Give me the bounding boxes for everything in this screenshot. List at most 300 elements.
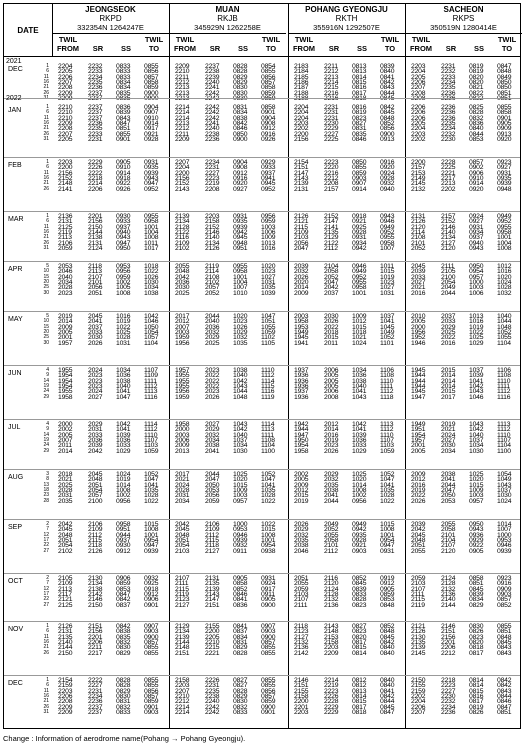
time-value: 1112 bbox=[380, 388, 394, 396]
time-value: 0855 bbox=[261, 677, 276, 684]
time-value: 0828 bbox=[352, 596, 367, 604]
time-value: 2153 bbox=[324, 633, 339, 641]
time-value: 2120 bbox=[411, 223, 426, 231]
month-label: JUN bbox=[8, 370, 22, 377]
time-value: 1037 bbox=[497, 486, 512, 494]
column-header-bottom: SR bbox=[92, 44, 104, 53]
time-value: 1954 bbox=[411, 431, 426, 439]
aerodrome-name: JEONGSEOK bbox=[85, 5, 136, 14]
time-value: 1955 bbox=[58, 367, 73, 374]
time-value: 2209 bbox=[175, 135, 190, 143]
time-value: 0852 bbox=[497, 601, 512, 609]
time-value: 2106 bbox=[205, 521, 220, 528]
time-value: 1018 bbox=[352, 328, 367, 336]
time-value: 2006 bbox=[175, 436, 190, 444]
time-value: 2059 bbox=[294, 585, 309, 593]
time-value: 2237 bbox=[88, 94, 103, 102]
time-value: 0945 bbox=[233, 234, 248, 242]
day-number: 10 bbox=[43, 318, 49, 325]
time-value: 1043 bbox=[352, 393, 367, 401]
time-value: 2200 bbox=[175, 169, 190, 177]
time-value: 2230 bbox=[324, 119, 339, 127]
time-value: 0921 bbox=[352, 218, 367, 226]
time-value: 2139 bbox=[175, 213, 190, 220]
time-value: 2135 bbox=[411, 638, 426, 646]
time-value: 2236 bbox=[441, 104, 456, 111]
time-value: 2014 bbox=[324, 426, 339, 434]
time-value: 0950 bbox=[469, 263, 484, 270]
time-value: 2134 bbox=[88, 580, 103, 588]
time-value: 1029 bbox=[116, 447, 131, 455]
time-value: 2139 bbox=[411, 644, 426, 652]
month-label: DEC bbox=[8, 66, 23, 73]
time-value: 2231 bbox=[441, 63, 456, 70]
time-value: 2123 bbox=[175, 596, 190, 604]
time-value: 1104 bbox=[497, 339, 511, 347]
time-value: 2236 bbox=[441, 89, 456, 97]
column-header-top: TWIL bbox=[497, 35, 517, 44]
time-value: 1047 bbox=[261, 476, 276, 484]
time-value: 1025 bbox=[116, 328, 131, 336]
time-value: 2024 bbox=[441, 431, 456, 439]
time-value: 0947 bbox=[116, 239, 131, 247]
time-value: 2125 bbox=[58, 601, 73, 609]
time-value: 2026 bbox=[294, 521, 309, 528]
time-value: 0925 bbox=[352, 223, 367, 231]
time-value: 0833 bbox=[116, 68, 131, 76]
time-value: 1015 bbox=[144, 521, 159, 528]
time-value: 0817 bbox=[352, 638, 367, 646]
time-value: 2206 bbox=[88, 185, 103, 193]
time-value: 2045 bbox=[88, 313, 103, 320]
column-header-bottom: SS bbox=[356, 44, 367, 53]
time-value: 2205 bbox=[205, 633, 220, 641]
time-value: 2207 bbox=[411, 84, 426, 92]
time-value: 2040 bbox=[205, 318, 220, 326]
time-value: 0850 bbox=[352, 159, 367, 166]
time-value: 2146 bbox=[294, 677, 309, 684]
time-value: 1116 bbox=[144, 393, 158, 401]
time-value: 2126 bbox=[411, 628, 426, 636]
time-value: 2128 bbox=[441, 580, 456, 588]
time-value: 2021 bbox=[58, 476, 73, 484]
time-value: 0845 bbox=[380, 109, 395, 117]
time-value: 2119 bbox=[58, 228, 72, 236]
time-value: 2228 bbox=[324, 698, 339, 706]
time-value: 1945 bbox=[294, 334, 309, 342]
time-value: 2048 bbox=[175, 531, 190, 539]
time-value: 2234 bbox=[441, 125, 456, 133]
time-value: 1041 bbox=[144, 481, 159, 489]
time-value: 2135 bbox=[58, 633, 73, 641]
time-value: 2003 bbox=[175, 431, 190, 439]
time-value: 2214 bbox=[88, 180, 103, 188]
time-value: 2151 bbox=[205, 601, 220, 609]
time-value: 0837 bbox=[233, 628, 248, 636]
time-value: 0833 bbox=[233, 708, 248, 716]
time-value: 0859 bbox=[261, 698, 276, 706]
time-value: 2233 bbox=[441, 73, 456, 81]
time-value: 2231 bbox=[324, 114, 339, 122]
time-value: 1041 bbox=[116, 426, 131, 434]
time-value: 2049 bbox=[441, 284, 456, 292]
time-value: 2126 bbox=[411, 218, 426, 226]
time-value: 2101 bbox=[88, 278, 103, 286]
time-value: 2028 bbox=[58, 486, 73, 494]
time-value: 0956 bbox=[352, 497, 367, 505]
time-value: 2012 bbox=[294, 486, 309, 494]
day-number: 12 bbox=[43, 531, 49, 538]
time-value: 2236 bbox=[441, 114, 456, 122]
time-value: 1004 bbox=[144, 228, 159, 236]
time-value: 2045 bbox=[58, 526, 73, 534]
time-value: 2017 bbox=[175, 313, 190, 320]
time-value: 1015 bbox=[380, 521, 395, 528]
day-number: 11 bbox=[43, 223, 49, 230]
time-value: 2047 bbox=[294, 244, 309, 252]
time-value: 0857 bbox=[261, 638, 276, 646]
time-value: 1958 bbox=[58, 393, 73, 401]
time-value: 2234 bbox=[441, 78, 456, 86]
time-value: 0830 bbox=[469, 623, 484, 630]
day-number: 16 bbox=[43, 119, 49, 126]
time-value: 0926 bbox=[261, 135, 276, 143]
time-value: 0948 bbox=[233, 239, 248, 247]
time-value: 2016 bbox=[324, 431, 339, 439]
time-value: 1045 bbox=[380, 323, 395, 331]
time-value: 2036 bbox=[205, 323, 220, 331]
time-value: 1104 bbox=[497, 442, 511, 450]
time-value: 0834 bbox=[233, 109, 248, 117]
time-value: 0822 bbox=[469, 89, 484, 97]
day-number: 25 bbox=[43, 334, 49, 341]
time-value: 1057 bbox=[144, 334, 159, 342]
time-value: 2027 bbox=[88, 393, 103, 401]
time-value: 2204 bbox=[411, 68, 426, 76]
time-value: 1037 bbox=[380, 313, 395, 320]
time-value: 0853 bbox=[469, 135, 484, 143]
time-value: 2209 bbox=[58, 119, 73, 127]
time-value: 2028 bbox=[58, 284, 73, 292]
time-value: 0855 bbox=[144, 677, 159, 684]
time-value: 2113 bbox=[58, 234, 72, 242]
time-value: 2204 bbox=[411, 698, 426, 706]
time-value: 2018 bbox=[58, 471, 73, 478]
time-value: 1047 bbox=[116, 393, 131, 401]
time-value: 2226 bbox=[324, 692, 339, 700]
time-value: 2140 bbox=[58, 638, 73, 646]
time-value: 2204 bbox=[294, 104, 309, 111]
time-value: 2115 bbox=[205, 536, 219, 544]
time-value: 1016 bbox=[261, 244, 276, 252]
month-separator bbox=[4, 469, 520, 470]
time-value: 2211 bbox=[175, 73, 189, 81]
time-value: 2013 bbox=[175, 447, 190, 455]
time-value: 1054 bbox=[144, 328, 159, 336]
time-value: 0947 bbox=[380, 542, 395, 550]
time-value: 1042 bbox=[233, 426, 248, 434]
time-value: 0914 bbox=[469, 180, 484, 188]
time-value: 2222 bbox=[88, 677, 103, 684]
time-value: 2003 bbox=[175, 328, 190, 336]
table-header bbox=[4, 4, 520, 57]
time-value: 2238 bbox=[205, 692, 220, 700]
time-value: 2115 bbox=[175, 585, 189, 593]
time-value: 2200 bbox=[411, 159, 426, 166]
time-value: 2225 bbox=[441, 164, 456, 172]
time-value: 2114 bbox=[205, 268, 219, 276]
time-value: 0830 bbox=[233, 698, 248, 706]
time-value: 1015 bbox=[469, 481, 484, 489]
time-value: 2146 bbox=[441, 623, 456, 630]
time-value: 2242 bbox=[205, 114, 220, 122]
time-value: 2015 bbox=[441, 367, 456, 374]
time-value: 2204 bbox=[175, 164, 190, 172]
time-value: 1044 bbox=[233, 388, 248, 396]
time-value: 2102 bbox=[205, 278, 220, 286]
time-value: 0907 bbox=[261, 623, 276, 630]
time-value: 1038 bbox=[233, 367, 248, 374]
time-value: 0939 bbox=[233, 536, 248, 544]
time-value: 0939 bbox=[233, 223, 248, 231]
time-value: 2144 bbox=[175, 638, 190, 646]
time-value: 0908 bbox=[261, 119, 276, 127]
column-header bbox=[292, 35, 316, 53]
time-value: 2158 bbox=[324, 638, 339, 646]
time-value: 1003 bbox=[469, 284, 484, 292]
time-value: 2217 bbox=[441, 174, 456, 182]
time-value: 1022 bbox=[144, 497, 159, 505]
time-value: 1112 bbox=[497, 426, 511, 434]
time-value: 2022 bbox=[205, 372, 220, 380]
time-value: 2145 bbox=[411, 649, 426, 657]
time-value: 0830 bbox=[116, 692, 131, 700]
time-value: 2045 bbox=[411, 531, 426, 539]
time-value: 0857 bbox=[261, 78, 276, 86]
month-separator bbox=[4, 519, 520, 520]
time-value: 2208 bbox=[411, 94, 426, 102]
time-value: 2002 bbox=[294, 471, 309, 478]
time-value: 2143 bbox=[205, 590, 220, 598]
time-value: 0856 bbox=[261, 73, 276, 81]
time-value: 1001 bbox=[144, 531, 159, 539]
time-value: 2028 bbox=[175, 486, 190, 494]
time-value: 0844 bbox=[380, 89, 395, 97]
time-value: 0928 bbox=[352, 536, 367, 544]
column-header-top: TWIL bbox=[261, 35, 281, 44]
time-value: 0830 bbox=[233, 89, 248, 97]
time-value: 2242 bbox=[205, 94, 220, 102]
time-value: 2213 bbox=[175, 94, 190, 102]
time-value: 0932 bbox=[144, 575, 159, 582]
time-value: 2150 bbox=[88, 223, 103, 231]
time-value: 0924 bbox=[261, 580, 276, 588]
time-value: 1032 bbox=[233, 334, 248, 342]
time-value: 0955 bbox=[233, 263, 248, 270]
time-value: 0901 bbox=[116, 135, 131, 143]
time-value: 0916 bbox=[233, 174, 248, 182]
time-value: 0846 bbox=[233, 590, 248, 598]
time-value: 2155 bbox=[205, 623, 220, 630]
time-value: 2109 bbox=[175, 239, 190, 247]
time-value: 1038 bbox=[352, 377, 367, 385]
time-value: 2203 bbox=[294, 708, 309, 716]
time-value: 1014 bbox=[116, 481, 131, 489]
day-number: 11 bbox=[43, 169, 49, 176]
time-value: 0937 bbox=[116, 223, 131, 231]
time-value: 2231 bbox=[324, 104, 339, 111]
column-header-top bbox=[322, 35, 346, 44]
time-value: 2005 bbox=[294, 476, 309, 484]
time-value: 1957 bbox=[411, 436, 426, 444]
column-header-bottom: SR bbox=[209, 44, 221, 53]
time-value: 2136 bbox=[441, 590, 456, 598]
time-value: 2154 bbox=[294, 159, 309, 166]
time-value: 0829 bbox=[116, 649, 131, 657]
time-value: 2011 bbox=[58, 442, 72, 450]
time-value: 2213 bbox=[175, 89, 190, 97]
time-value: 0908 bbox=[233, 164, 248, 172]
time-value: 0935 bbox=[144, 164, 159, 172]
time-value: 0841 bbox=[380, 687, 395, 695]
time-value: 0831 bbox=[116, 698, 131, 706]
time-value: 0955 bbox=[380, 234, 395, 242]
day-number: 1 bbox=[46, 623, 49, 629]
time-value: 2231 bbox=[88, 687, 103, 695]
time-value: 0943 bbox=[144, 174, 159, 182]
time-value: 2051 bbox=[88, 481, 103, 489]
time-value: 0855 bbox=[261, 649, 276, 657]
time-value: 1936 bbox=[294, 382, 309, 390]
time-value: 2203 bbox=[294, 119, 309, 127]
time-value: 2128 bbox=[324, 590, 339, 598]
time-value: 2112 bbox=[324, 244, 338, 252]
time-value: 1052 bbox=[497, 328, 512, 336]
time-value: 2132 bbox=[324, 596, 339, 604]
column-header-bottom: FROM bbox=[56, 44, 80, 53]
time-value: 1039 bbox=[352, 431, 367, 439]
time-value: 2015 bbox=[324, 334, 339, 342]
time-value: 1052 bbox=[144, 471, 159, 478]
column-header-top: TWIL bbox=[380, 35, 400, 44]
time-value: 2005 bbox=[411, 318, 426, 326]
time-value: 2005 bbox=[411, 447, 426, 455]
time-value: 1936 bbox=[294, 372, 309, 380]
time-value: 1041 bbox=[261, 481, 276, 489]
month-label: JUL bbox=[8, 424, 21, 431]
time-value: 2022 bbox=[205, 377, 220, 385]
time-value: 0848 bbox=[380, 601, 395, 609]
time-value: 2156 bbox=[88, 218, 103, 226]
time-value: 2119 bbox=[205, 263, 219, 270]
time-value: 0839 bbox=[352, 585, 367, 593]
time-value: 2201 bbox=[88, 633, 103, 641]
day-number: 8 bbox=[46, 476, 49, 483]
time-value: 0834 bbox=[116, 84, 131, 92]
time-value: 1054 bbox=[497, 471, 512, 478]
time-value: 2210 bbox=[205, 638, 220, 646]
time-value: 2217 bbox=[88, 649, 103, 657]
aerodrome-header-1 bbox=[169, 4, 286, 56]
time-value: 2218 bbox=[88, 174, 103, 182]
time-value: 0952 bbox=[144, 185, 159, 193]
time-value: 2132 bbox=[411, 185, 426, 193]
time-value: 0817 bbox=[469, 649, 484, 657]
column-header-bottom: TO bbox=[501, 44, 513, 53]
time-value: 2227 bbox=[205, 169, 220, 177]
time-value: 0937 bbox=[261, 169, 276, 177]
time-value: 2111 bbox=[175, 580, 189, 588]
time-value: 0932 bbox=[233, 542, 248, 550]
time-value: 2047 bbox=[205, 476, 220, 484]
time-value: 2132 bbox=[294, 638, 309, 646]
time-value: 0845 bbox=[380, 94, 395, 102]
time-value: 1007 bbox=[380, 244, 395, 252]
time-value: 0930 bbox=[116, 213, 131, 220]
time-value: 1955 bbox=[175, 372, 190, 380]
time-value: 2107 bbox=[175, 575, 190, 582]
column-header-bottom: TO bbox=[265, 44, 277, 53]
time-value: 0840 bbox=[380, 677, 395, 684]
time-value: 2023 bbox=[88, 382, 103, 390]
time-value: 0855 bbox=[261, 68, 276, 76]
time-value: 1108 bbox=[497, 372, 511, 380]
time-value: 2206 bbox=[411, 114, 426, 122]
time-value: 2201 bbox=[88, 213, 103, 220]
day-number: 19 bbox=[43, 436, 49, 443]
time-value: 2038 bbox=[441, 471, 456, 478]
time-value: 2200 bbox=[294, 130, 309, 138]
time-value: 0913 bbox=[497, 130, 512, 138]
time-value: 1005 bbox=[116, 284, 131, 292]
time-value: 1032 bbox=[497, 289, 512, 297]
time-value: 2232 bbox=[441, 68, 456, 76]
time-value: 2120 bbox=[441, 547, 456, 555]
time-value: 2203 bbox=[58, 159, 73, 166]
time-value: 2227 bbox=[324, 130, 339, 138]
time-value: 0855 bbox=[144, 682, 159, 690]
time-value: 0901 bbox=[261, 109, 276, 117]
time-value: 2138 bbox=[88, 585, 103, 593]
time-value: 2107 bbox=[294, 596, 309, 604]
time-value: 1947 bbox=[411, 393, 426, 401]
time-value: 1016 bbox=[469, 318, 484, 326]
time-value: 0917 bbox=[144, 125, 159, 133]
day-number: 23 bbox=[43, 492, 49, 499]
time-value: 0929 bbox=[261, 159, 276, 166]
day-number: 1 bbox=[46, 159, 49, 165]
time-value: 0844 bbox=[380, 698, 395, 706]
time-value: 0828 bbox=[233, 63, 248, 70]
column-header bbox=[409, 35, 433, 53]
time-value: 0817 bbox=[352, 703, 367, 711]
time-value: 0901 bbox=[261, 708, 276, 716]
column-header-top bbox=[114, 35, 138, 44]
time-value: 0853 bbox=[116, 585, 131, 593]
time-value: 0940 bbox=[380, 185, 395, 193]
time-value: 0854 bbox=[261, 63, 276, 70]
time-value: 0829 bbox=[233, 78, 248, 86]
time-value: 2111 bbox=[411, 590, 425, 598]
time-value: 2125 bbox=[58, 223, 73, 231]
time-value: 1016 bbox=[497, 268, 512, 276]
month-label: AUG bbox=[8, 474, 24, 481]
time-value: 2140 bbox=[441, 228, 456, 236]
time-value: 2031 bbox=[88, 426, 103, 434]
time-value: 2044 bbox=[324, 497, 339, 505]
time-value: 1949 bbox=[294, 328, 309, 336]
time-value: 0942 bbox=[352, 244, 367, 252]
